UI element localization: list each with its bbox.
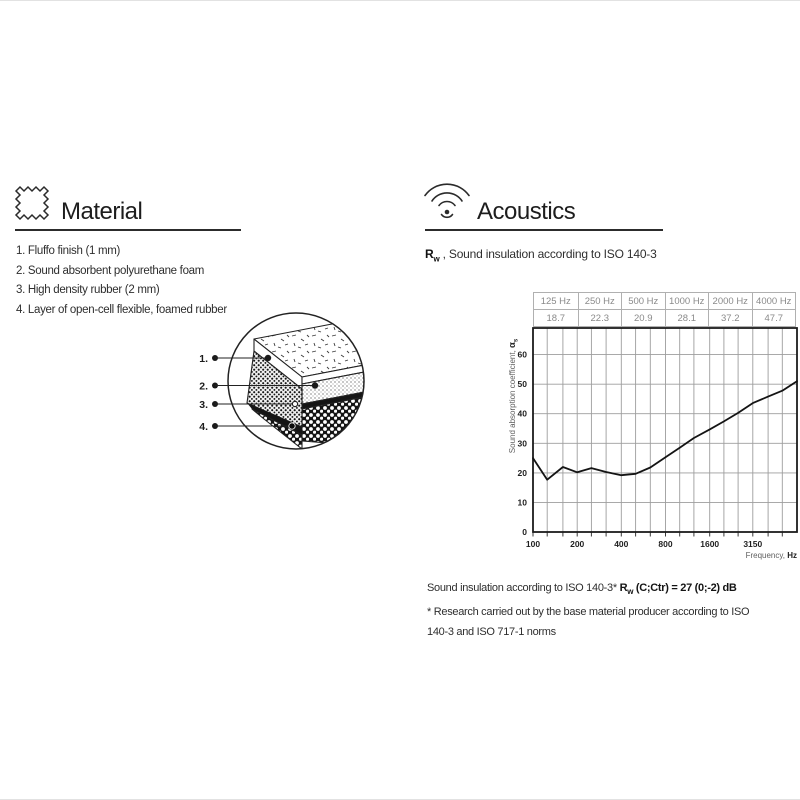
layer-stack-illustration [247, 319, 390, 449]
acoustics-subtitle-text: , Sound insulation according to ISO 140-3 [439, 247, 657, 261]
table-header-cell: 500 Hz [621, 293, 665, 310]
footnote-line2: * Research carried out by the base material producer according to ISO [427, 606, 750, 619]
table-value-cell: 28.1 [665, 310, 709, 327]
acoustics-rule [425, 229, 663, 231]
table-value-cell: 20.9 [621, 310, 665, 327]
material-list-item-2: 2. Sound absorbent polyurethane foam [16, 264, 205, 277]
table-header-cell: 1000 Hz [665, 293, 709, 310]
layer-label-1: 1. [199, 353, 208, 365]
table-header-cell: 250 Hz [578, 293, 622, 310]
table-header-cell: 125 Hz [534, 293, 578, 310]
table-value-cell: 18.7 [546, 313, 565, 324]
svg-text:Sound absorption coefficient,: Sound absorption coefficient, $\alpha_s$ [507, 338, 520, 454]
sound-waves-icon [424, 177, 470, 219]
absorption-line-chart [505, 321, 800, 571]
rw-symbol: R [425, 247, 434, 261]
table-value-cell: 22.3 [578, 310, 622, 327]
svg-text:30: 30 [517, 438, 527, 449]
layer-label-3: 3. [199, 399, 208, 411]
svg-text:100: 100 [525, 539, 541, 549]
svg-text:200: 200 [570, 539, 585, 549]
footnote-block [427, 578, 749, 642]
table-header-cell: 2000 Hz [708, 293, 752, 310]
table-value-cell: 47.7 [752, 310, 796, 327]
svg-text:0: 0 [522, 527, 527, 537]
svg-text:50: 50 [517, 379, 527, 390]
fabric-swatch-icon [13, 184, 51, 222]
material-list-item-4: 4. Layer of open-cell flexible, foamed rubber [16, 303, 227, 316]
svg-text:Frequency, Hz: Frequency, Hz [745, 551, 797, 560]
material-rule [15, 229, 241, 231]
svg-text:10: 10 [517, 497, 527, 508]
material-layers-diagram [190, 301, 390, 466]
svg-text:800: 800 [658, 539, 673, 549]
acoustics-subtitle: $R_w$ , Sound insulation according to ISO 140-3 [425, 247, 657, 264]
material-list-item-3: 3. High density rubber (2 mm) [16, 284, 160, 296]
layer-label-4: 4. [199, 421, 208, 433]
footnote-line3: 140-3 and ISO 717-1 norms [427, 626, 556, 639]
material-section-title: Material [61, 198, 143, 225]
material-list-item-1: 1. Fluffo finish (1 mm) [16, 245, 121, 257]
table-header-cell: 4000 Hz [752, 293, 796, 310]
acoustics-section-title: Acoustics [477, 198, 576, 225]
svg-text:60: 60 [517, 349, 527, 360]
svg-text:20: 20 [517, 467, 527, 478]
footnote-line1: Sound insulation according to ISO 140-3* $R_w$ (C;Ctr) = 27 (0;-2) dB [427, 582, 737, 597]
svg-text:40: 40 [517, 408, 527, 419]
svg-text:400: 400 [614, 539, 629, 549]
svg-text:1600: 1600 [700, 539, 720, 549]
table-value-cell: 37.2 [708, 310, 752, 327]
layer-label-2: 2. [199, 380, 208, 393]
svg-text:3150: 3150 [743, 539, 763, 549]
